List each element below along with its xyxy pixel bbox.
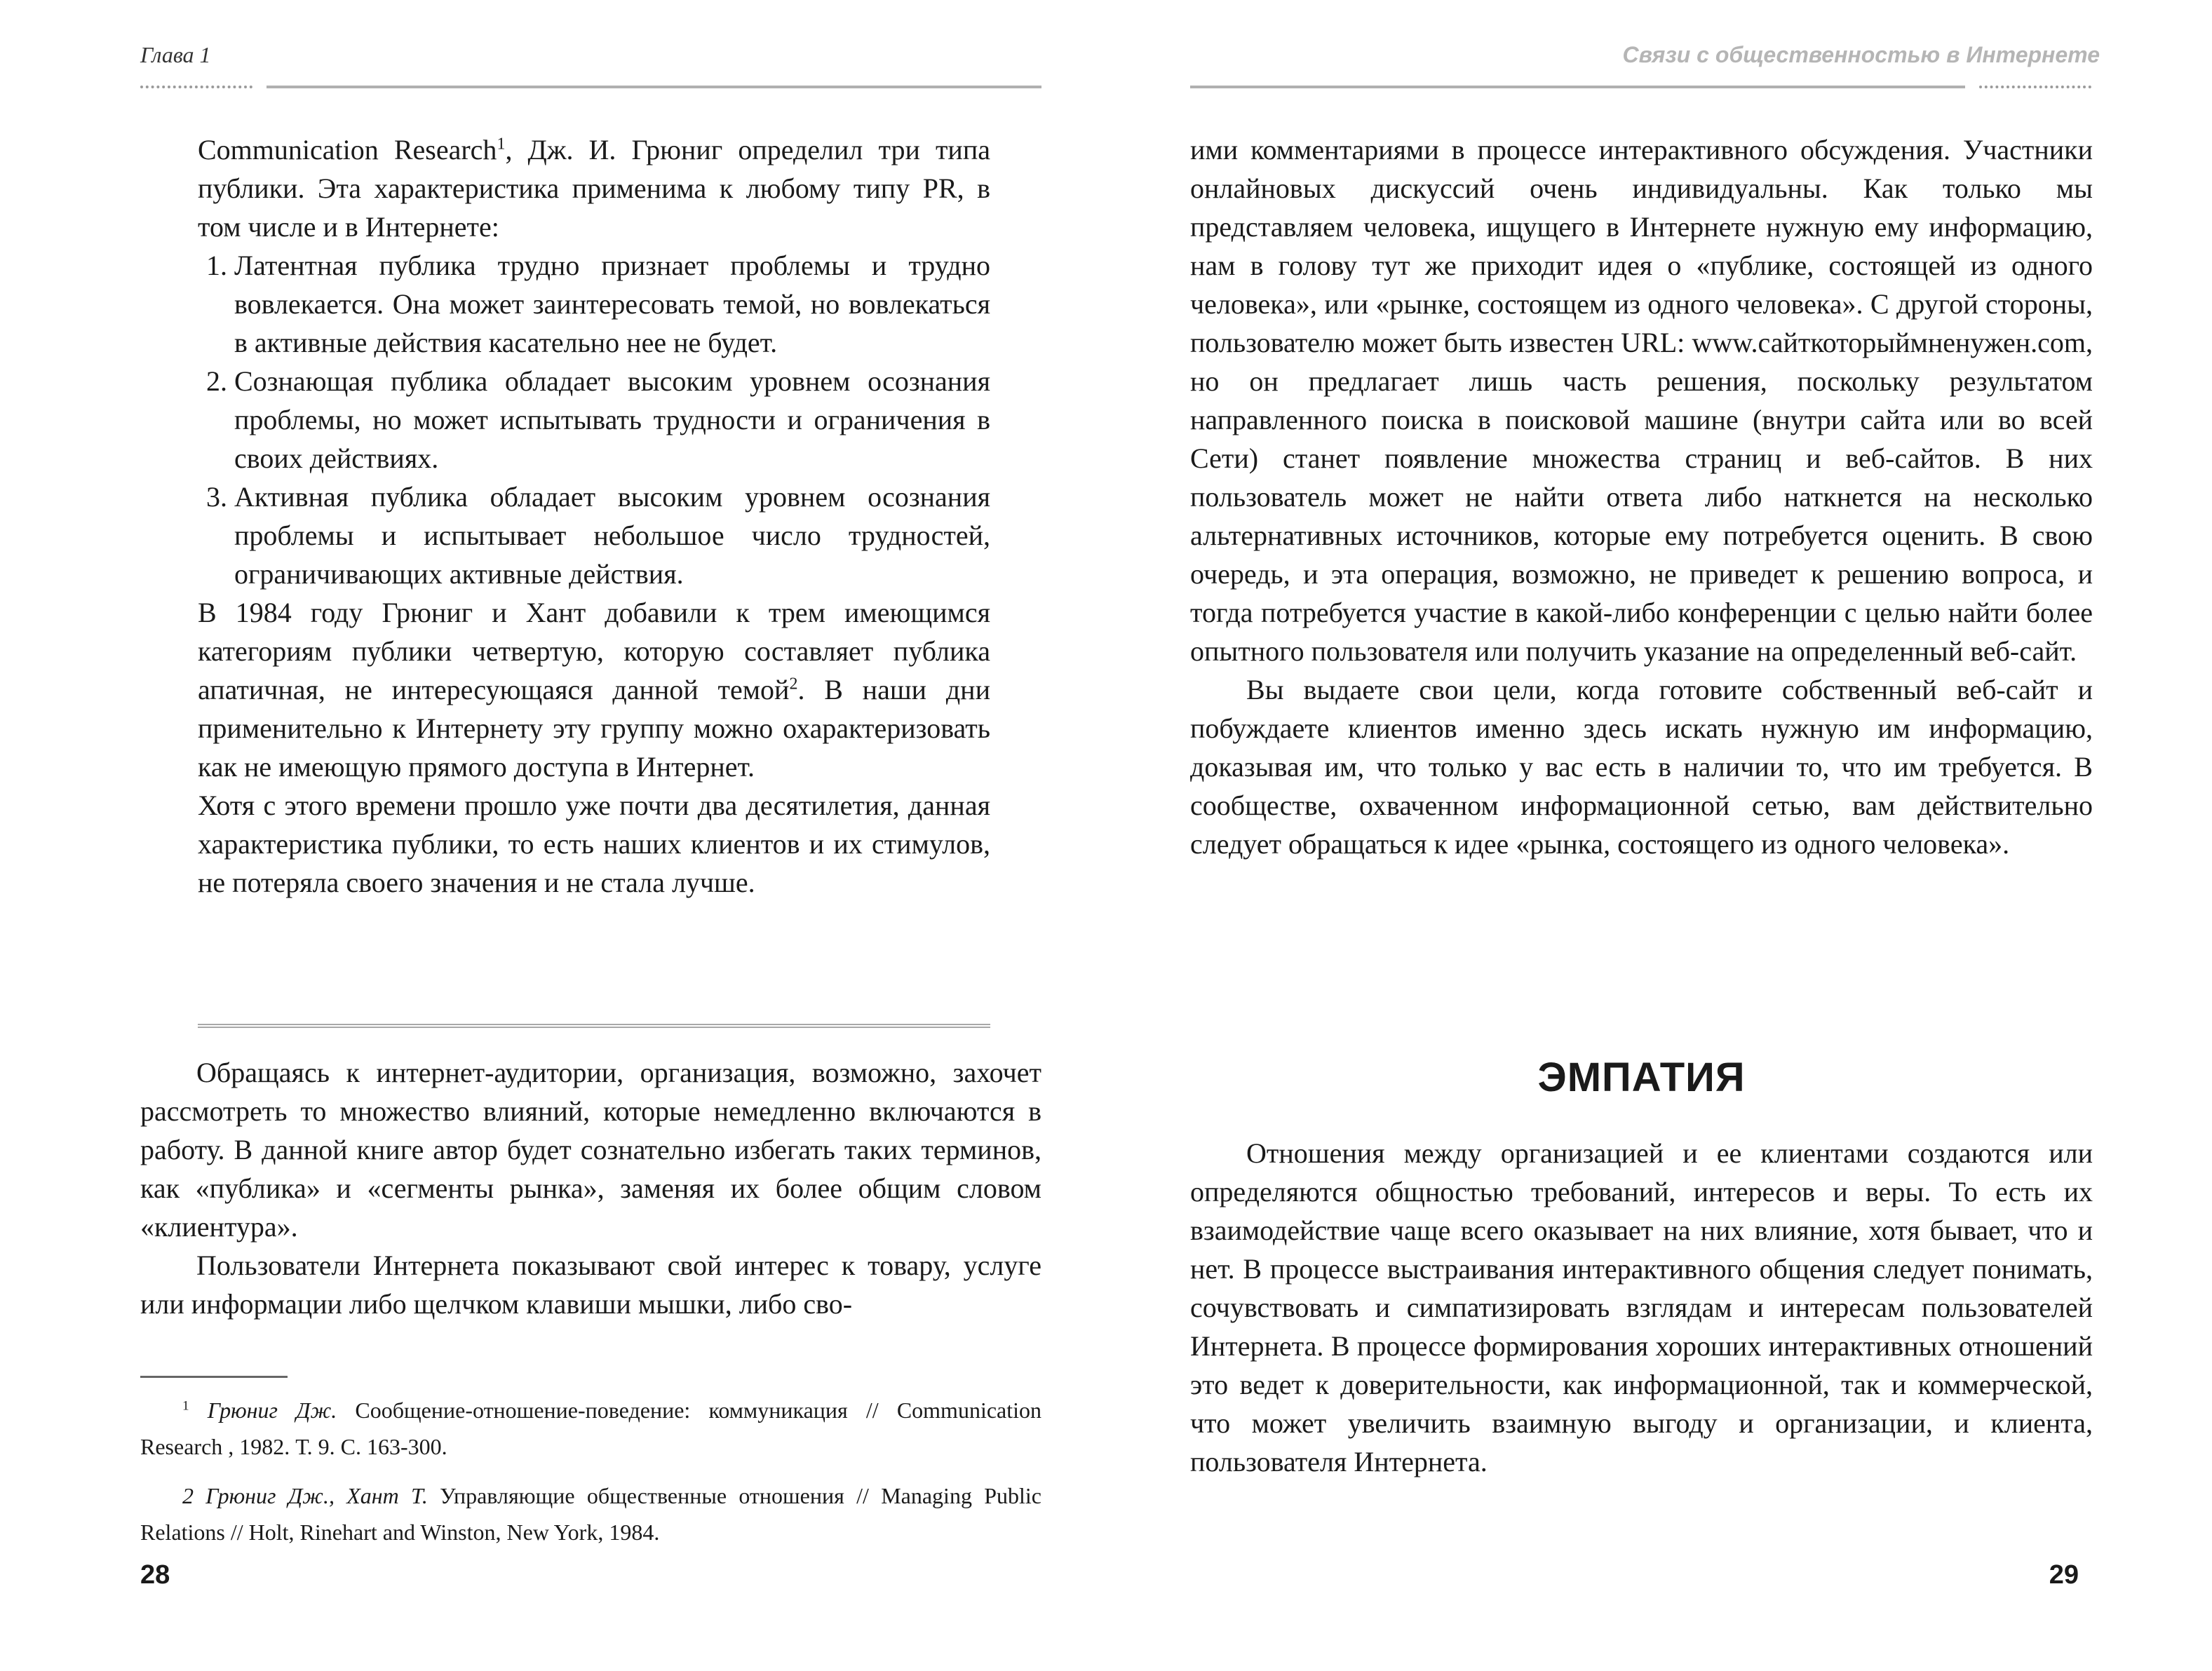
publics-sidebar-box <box>198 130 990 902</box>
page-number: 28 <box>140 1560 170 1590</box>
footnote-ref-2: 2 <box>789 675 798 694</box>
list-item: 3. Активная публика обладает высоким уровнем осознания проблемы и испытывает небольшое число трудностей, ограничивающих активные действия. <box>234 478 990 593</box>
header-rule-dotted <box>1979 86 2091 93</box>
box-intro: Communication Research$^1$, Дж. И. Грюниг определил три типа публики. Эта характеристика применима к любому типу PR, в том числе и в Интернете: <box>198 134 990 243</box>
left-body-text <box>140 1053 1041 1323</box>
footnote-separator <box>140 1376 288 1378</box>
box-paragraph-3: Хотя с этого времени прошло уже почти два десятилетия, данная характеристика публики, то есть наших клиентов и их стимулов, не потеряла своего значения и не стала лучше. <box>198 790 990 898</box>
publics-list <box>198 246 990 593</box>
footnote-1: $^1$ Грюниг Дж. Сообщение-отношение-поведение: коммуникация // Communication Research , 1982. Т. 9. С. 163-300. <box>140 1398 1042 1459</box>
right-page <box>1106 0 2212 1671</box>
list-item: 1. Латентная публика трудно признает проблемы и трудно вовлекается. Она может заинтересовать темой, но вовлекаться в активные действия касательно нее не будет. <box>234 246 990 362</box>
running-head-title: Связи с общественностью в Интернете <box>1622 42 2100 67</box>
header-rule-solid <box>1190 86 1965 93</box>
box-bottom-rule <box>198 1024 990 1028</box>
footnotes <box>140 1392 1041 1563</box>
header-rule-solid <box>267 86 1041 93</box>
paragraph: ими комментариями в процессе интерактивного обсуждения. Участники онлайновых дискуссий очень индивидуальны. Как только мы представляем человека, ищущего в Интернете нужную ему информацию, нам в голову тут же приходит идея о «публике, состоящей из одного человека», или «рынке, состоящем из одного человека». С другой стороны, пользователю может быть известен URL: www.сайткоторыймненужен.com, но он предлагает лишь часть решения, поскольку результатом направленного поиска в поисковой машине (внутри сайта или во всей Сети) станет появление множества страниц и веб-сайтов. В них пользователь может не найти ответа либо наткнется на несколько альтернативных источников, которые ему потребуется оценить. В свою очередь, и эта операция, возможно, не приведет к решению вопроса, и тогда потребуется участие в какой-либо конференции с целью найти более опытного пользователя или получить указание на определенный веб-сайт. <box>1190 134 2093 667</box>
list-item: 2. Сознающая публика обладает высоким уровнем осознания проблемы, но может испытывать трудности и ограничения в своих действиях. <box>234 362 990 478</box>
right-body-text <box>1190 130 2093 863</box>
paragraph: Пользователи Интернета показывают свой интерес к товару, услуге или информации либо щелчком клавиши мышки, либо сво- <box>140 1250 1041 1320</box>
box-paragraph-2: В 1984 году Грюниг и Хант добавили к трем имеющимся категориям публики четвертую, которую составляет публика апатичная, не интересующаяся данной темой$^2$. В наши дни применительно к Интернету эту группу можно охарактеризовать как не имеющую прямого доступа в Интернет. <box>198 597 990 783</box>
section-body-text <box>1190 1134 2093 1481</box>
footnote-ref-1: 1 <box>497 135 506 154</box>
paragraph: Вы выдаете свои цели, когда готовите собственный веб-сайт и побуждаете клиентов именно здесь искать нужную им информацию, доказывая им, что только у вас есть в наличии то, что им требуется. В сообществе, охваченном информационной сетью, вам действительно следует обращаться к идее «рынка, состоящего из одного человека». <box>1190 674 2093 860</box>
running-head-chapter: Глава 1 <box>140 42 211 67</box>
paragraph: Отношения между организацией и ее клиентами создаются или определяются общностью требований, интересов и веры. То есть их взаимодействие чаще всего оказывает на них влияние, хотя бывает, что и нет. В процессе выстраивания интерактивного общения следует понимать, сочувствовать и симпатизировать взглядам и интересам пользователей Интернета. В процессе формирования хороших интерактивных отношений это ведет к доверительности, как информационной, так и коммерческой, что может увеличить взаимную выгоду и организации, и клиента, пользователя Интернета. <box>1190 1137 2093 1477</box>
header-rule-dotted <box>140 86 252 93</box>
page-number: 29 <box>2049 1560 2079 1590</box>
footnote-2: 2 Грюниг Дж., Хант Т. Управляющие общественные отношения // Managing Public Relations // Holt, Rinehart and Winston, New York, 1984. <box>140 1483 1042 1545</box>
section-heading: ЭМПАТИЯ <box>1537 1055 1746 1100</box>
paragraph: Обращаясь к интернет-аудитории, организация, возможно, захочет рассмотреть то множество влияний, которые немедленно включаются в работу. В данной книге автор будет сознательно избегать таких терминов, как «публика» и «сегменты рынка», заменяя их более общим словом «клиентура». <box>140 1057 1041 1243</box>
